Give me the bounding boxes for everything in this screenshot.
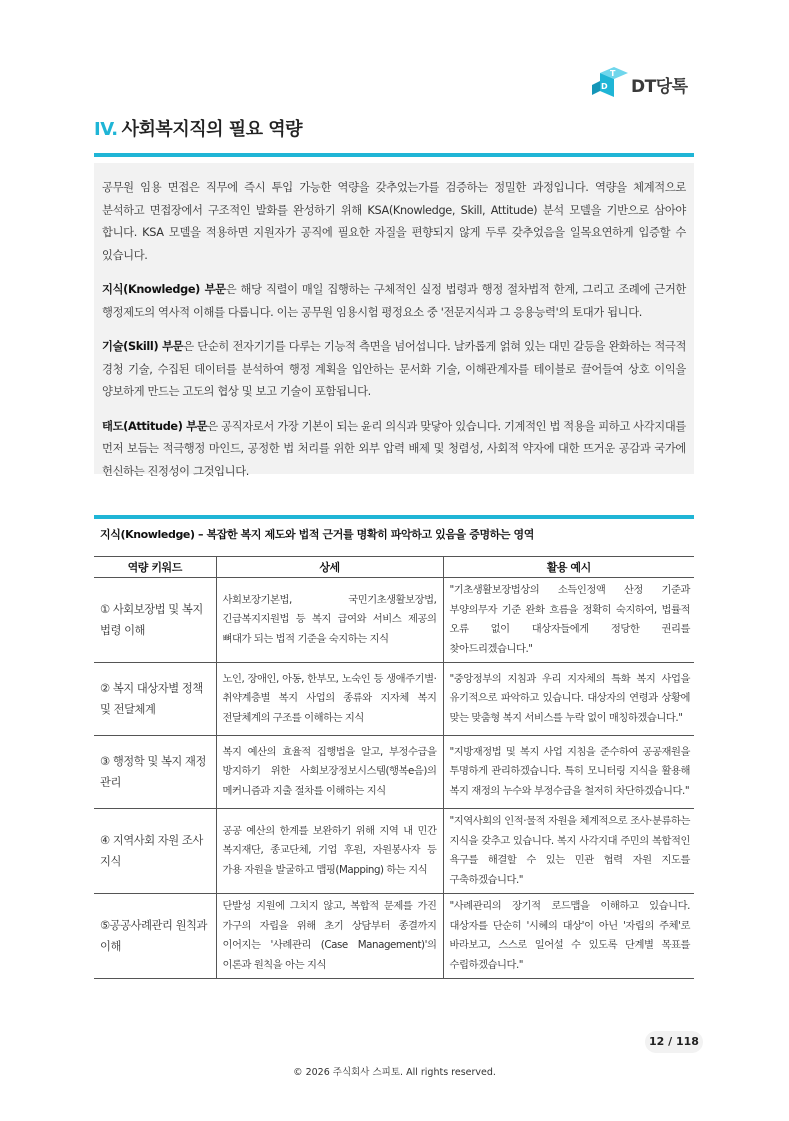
skill-lead: 기술(Skill) 부문 (102, 340, 184, 353)
logo-mark-icon (590, 65, 628, 103)
table-caption: 지식(Knowledge) – 복잡한 복지 제도와 법적 근거를 명확히 파악하고 있음을 증명하는 영역 (100, 528, 534, 541)
intro-paragraph: 공무원 임용 면접은 직무에 즉시 투입 가능한 역량을 갖추었는가를 검증하는 정밀한 과정입니다. 역량을 체계적으로 분석하고 면접장에서 구조적인 발화를 완성하기 위해 KSA(Knowledge, Skill, Attitude) 분석 모델을 기반으로 삼아야 합니다. KSA 모델을 적용하면 지원자가 공직에 필요한 자질을 편향되지 않게 두루 갖추었음을 일목요연하게 입증할 수 있습니다. (102, 181, 686, 262)
keyword-cell: ③ 행정학 및 복지 재정 관리 (94, 736, 216, 809)
attitude-lead: 태도(Attitude) 부문 (102, 419, 208, 433)
example-cell: "지역사회의 인적·물적 자원을 체계적으로 조사·분류하는 지식을 갖추고 있습니다. 복지 사각지대 주민의 복합적인 욕구를 해결할 수 있는 민관 협력 자원 지도를 구축하겠습니다." (443, 809, 694, 894)
section-number: IV. (94, 119, 118, 140)
logo-text: DT당톡 (631, 76, 688, 97)
detail-cell: 사회보장기본법, 국민기초생활보장법, 긴급복지지원법 등 복지 급여와 서비스 제공의 뼈대가 되는 법적 기준을 숙지하는 지식 (216, 578, 443, 663)
keyword-cell: ④ 지역사회 자원 조사 지식 (94, 809, 216, 894)
example-cell: "기초생활보장법상의 소득인정액 산정 기준과 부양의무자 기준 완화 흐름을 정확히 숙지하여, 법률적 오류 없이 대상자들에게 정당한 권리를 찾아드리겠습니다." (443, 578, 694, 663)
keyword-cell: ② 복지 대상자별 정책 및 전달체계 (94, 663, 216, 736)
table-row (94, 663, 694, 736)
keyword-cell: ① 사회보장법 및 복지 법령 이해 (94, 578, 216, 663)
detail-cell: 공공 예산의 한계를 보완하기 위해 지역 내 민간 복지재단, 종교단체, 기업 후원, 자원봉사자 등 가용 자원을 발굴하고 맵핑(Mapping) 하는 지식 (216, 809, 443, 894)
header-detail: 상세 (216, 557, 443, 578)
skill-text: 은 단순히 전자기기를 다루는 기능적 측면을 넘어섭니다. 날카롭게 얽혀 있는 대민 갈등을 완화하는 적극적 경청 기술, 수집된 데이터를 분석하여 행정 계획을 입안하는 문서화 기술, 이해관계자를 테이블로 끌어들여 상호 이익을 양보하게 만드는 고도의 협상 및 보고 기술이 포함됩니다. (102, 340, 687, 398)
detail-cell: 복지 예산의 효율적 집행법을 알고, 부정수급을 방지하기 위한 사회보장정보시스템(행복e음)의 메커니즘과 지출 절차를 이해하는 지식 (216, 736, 443, 809)
example-cell: "중앙정부의 지침과 우리 지자체의 특화 복지 사업을 유기적으로 파악하고 있습니다. 대상자의 연령과 상황에 맞는 맞춤형 복지 서비스를 누락 없이 매칭하겠습니다." (443, 663, 694, 736)
page-number: 12 / 118 (645, 1031, 703, 1053)
header-keyword: 역량 키워드 (94, 557, 216, 578)
table-row (94, 809, 694, 894)
logo-letter-t: T (610, 69, 616, 78)
keyword-cell: ⑤공공사례관리 원칙과 이해 (94, 894, 216, 979)
knowledge-text: 은 해당 직렬이 매일 집행하는 구체적인 실정 법령과 행정 절차법적 한계, 그리고 조례에 근거한 행정제도의 역사적 이해를 다룹니다. 이는 공무원 임용시험 평정요소 중 '전문지식과 그 응용능력'의 토대가 됩니다. (102, 283, 686, 319)
brand-logo (590, 64, 688, 104)
table-row (94, 736, 694, 809)
table-row (94, 894, 694, 979)
example-cell: "지방재정법 및 복지 사업 지침을 준수하여 공공재원을 투명하게 관리하겠습니다. 특히 모니터링 지식을 활용해 복지 재정의 누수와 부정수급을 철저히 차단하겠습니다." (443, 736, 694, 809)
example-cell: "사례관리의 장기적 로드맵을 이해하고 있습니다. 대상자를 단순히 '시혜의 대상'이 아닌 '자립의 주체'로 바라보고, 스스로 일어설 수 있도록 단계별 목표를 수립하겠습니다." (443, 894, 694, 979)
logo-letter-d: D (601, 82, 608, 91)
table-row (94, 578, 694, 663)
knowledge-lead: 지식(Knowledge) 부문 (102, 283, 226, 296)
table-divider (94, 515, 694, 519)
ksa-table (94, 556, 694, 979)
intro-box (94, 163, 694, 478)
title-divider (94, 153, 694, 157)
skill-paragraph (102, 336, 686, 404)
detail-cell: 노인, 장애인, 아동, 한부모, 노숙인 등 생애주기별·취약계층별 복지 사업의 종류와 지자체 복지 전달체계의 구조를 이해하는 지식 (216, 663, 443, 736)
section-title-text: 사회복지직의 필요 역량 (121, 119, 303, 140)
detail-cell: 단발성 지원에 그치지 않고, 복합적 문제를 가진 가구의 자립을 위해 초기 상담부터 종결까지 이어지는 '사례관리 (Case Management)'의 이론과 원칙을 아는 지식 (216, 894, 443, 979)
page-title (94, 115, 302, 141)
knowledge-paragraph (102, 279, 686, 324)
attitude-paragraph (102, 416, 686, 484)
header-example: 활용 예시 (443, 557, 694, 578)
table-header-row (94, 557, 694, 578)
attitude-text: 은 공직자로서 가장 기본이 되는 윤리 의식과 맞닿아 있습니다. 기계적인 법 적용을 피하고 사각지대를 먼저 보듬는 적극행정 마인드, 공정한 법 처리를 위한 외부 압력 배제 및 청렴성, 사회적 약자에 대한 뜨거운 공감과 국가에 헌신하는 진정성이 그것입니다. (102, 419, 686, 478)
footer-copyright: © 2026 주식회사 스피토. All rights reserved. (293, 1067, 496, 1078)
